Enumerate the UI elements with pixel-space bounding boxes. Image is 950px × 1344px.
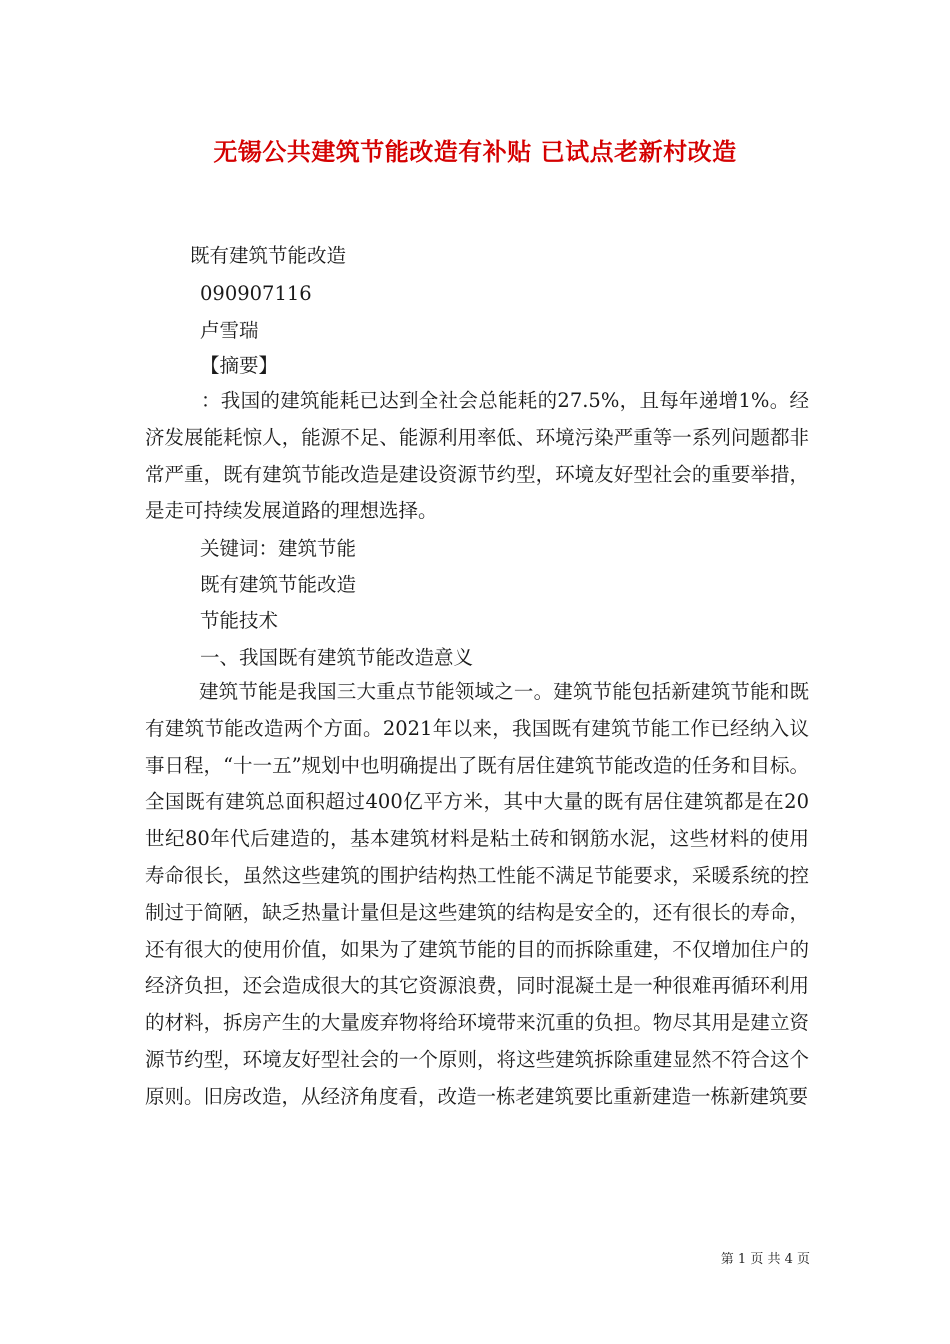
document-title: 无锡公共建筑节能改造有补贴 已试点老新村改造 — [213, 137, 737, 166]
abstract-paragraph: ：我国的建筑能耗已达到全社会总能耗的27.5%，且每年递增1%。经济发展能耗惊人，能源不足、能源利用率低、环境污染严重等一系列问题都非常严重，既有建筑节能改造是建设资源节约型，环境友好型社会的重要举措，是走可持续发展道路的理想选择。 — [145, 389, 809, 523]
code-line: 090907116 — [200, 282, 312, 305]
abstract-heading: 【摘要】 — [200, 354, 279, 377]
author-line: 卢雪瑞 — [200, 319, 259, 342]
subject-line: 既有建筑节能改造 — [190, 244, 347, 267]
keywords-line-1: 关键词：建筑节能 — [200, 537, 357, 560]
keywords-line-3: 节能技术 — [200, 609, 279, 632]
body-paragraph: 建筑节能是我国三大重点节能领域之一。建筑节能包括新建筑节能和既有建筑节能改造两个方面。2021年以来，我国既有建筑节能工作已经纳入议事日程，“十一五”规划中也明确提出了既有居住建筑节能改造的任务和目标。全国既有建筑总面积超过400亿平方米，其中大量的既有居住建筑都是在20世纪80年代后建造的，基本建筑材料是粘土砖和钢筋水泥，这些材料的使用寿命很长，虽然这些建筑的围护结构热工性能不满足节能要求，采暖系统的控制过于简陋，缺乏热量计量但是这些建筑的结构是安全的，还有很长的寿命，还有很大的使用价值，如果为了建筑节能的目的而拆除重建，不仅增加住户的经济负担，还会造成很大的其它资源浪费，同时混凝土是一种很难再循环利用的材料，拆房产生的大量废弃物将给环境带来沉重的负担。物尽其用是建立资源节约型，环境友好型社会的一个原则，将这些建筑拆除重建显然不符合这个原则。旧房改造，从经济角度看，改造一栋老建筑要比重新建造一栋新建筑要 — [145, 680, 809, 1108]
page-footer: 第 1 页 共 4 页 — [720, 1252, 810, 1267]
keywords-line-2: 既有建筑节能改造 — [200, 573, 357, 596]
section-heading: 一、我国既有建筑节能改造意义 — [200, 646, 474, 669]
